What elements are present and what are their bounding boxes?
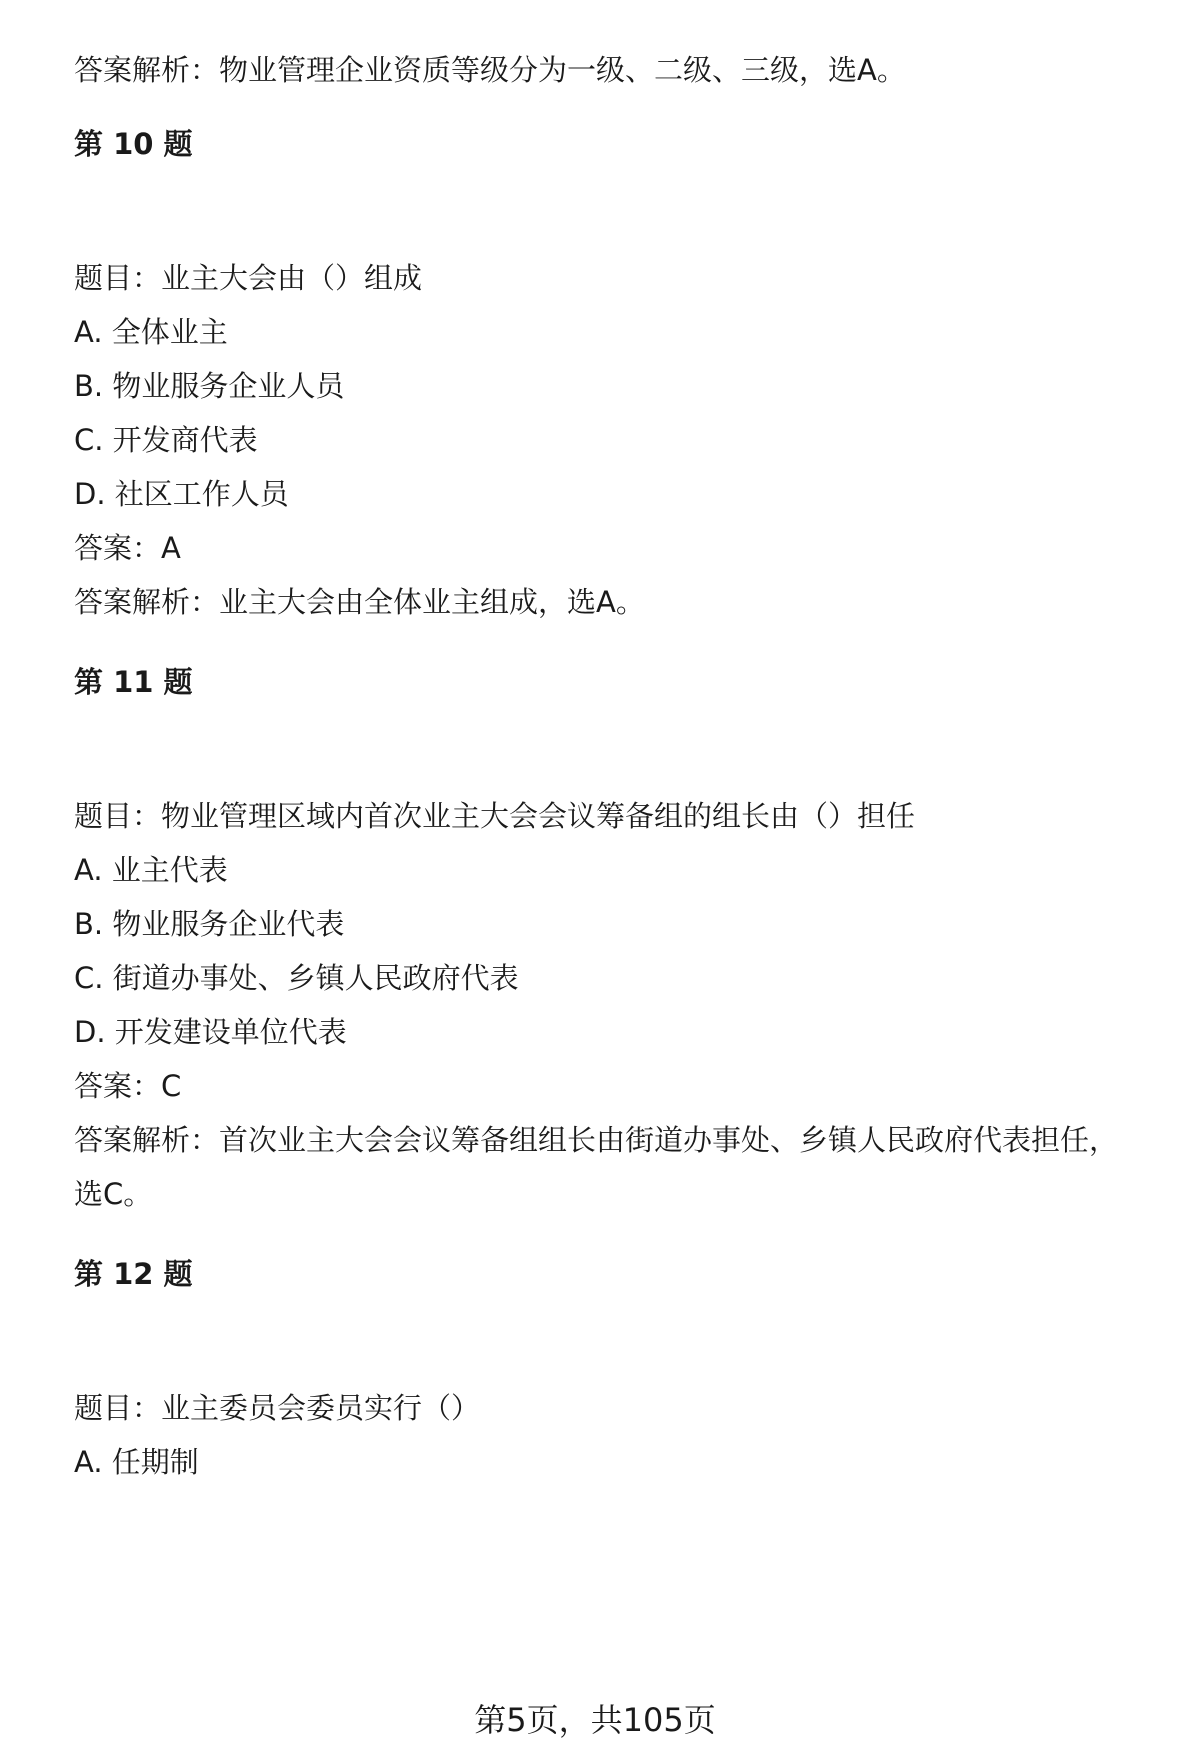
answer-text: 答案：A (74, 531, 181, 565)
question-text: 题目：业主委员会委员实行（） (74, 1391, 481, 1425)
question-text: 题目：业主大会由（）组成 (74, 261, 423, 295)
question-heading: 第 12 题 (74, 1257, 193, 1291)
option-d: D. 社区工作人员 (74, 477, 289, 511)
option-b: B. 物业服务企业代表 (74, 907, 345, 941)
question-heading: 第 10 题 (74, 127, 193, 161)
explanation-text-continued: 选C。 (74, 1177, 153, 1211)
option-a: A. 任期制 (74, 1445, 199, 1479)
question-heading: 第 11 题 (74, 665, 193, 699)
question-text: 题目：物业管理区域内首次业主大会会议筹备组的组长由（）担任 (74, 799, 916, 833)
option-a: A. 业主代表 (74, 853, 228, 887)
option-b: B. 物业服务企业人员 (74, 369, 345, 403)
explanation-text: 答案解析：首次业主大会会议筹备组组长由街道办事处、乡镇人民政府代表担任， (74, 1123, 1119, 1157)
option-c: C. 开发商代表 (74, 423, 258, 457)
page-number-footer: 第5页，共105页 (474, 1701, 716, 1739)
option-d: D. 开发建设单位代表 (74, 1015, 347, 1049)
option-c: C. 街道办事处、乡镇人民政府代表 (74, 961, 519, 995)
explanation-text: 答案解析：业主大会由全体业主组成，选A。 (74, 585, 645, 619)
answer-text: 答案：C (74, 1069, 182, 1103)
explanation-text: 答案解析：物业管理企业资质等级分为一级、二级、三级，选A。 (74, 53, 906, 87)
option-a: A. 全体业主 (74, 315, 228, 349)
